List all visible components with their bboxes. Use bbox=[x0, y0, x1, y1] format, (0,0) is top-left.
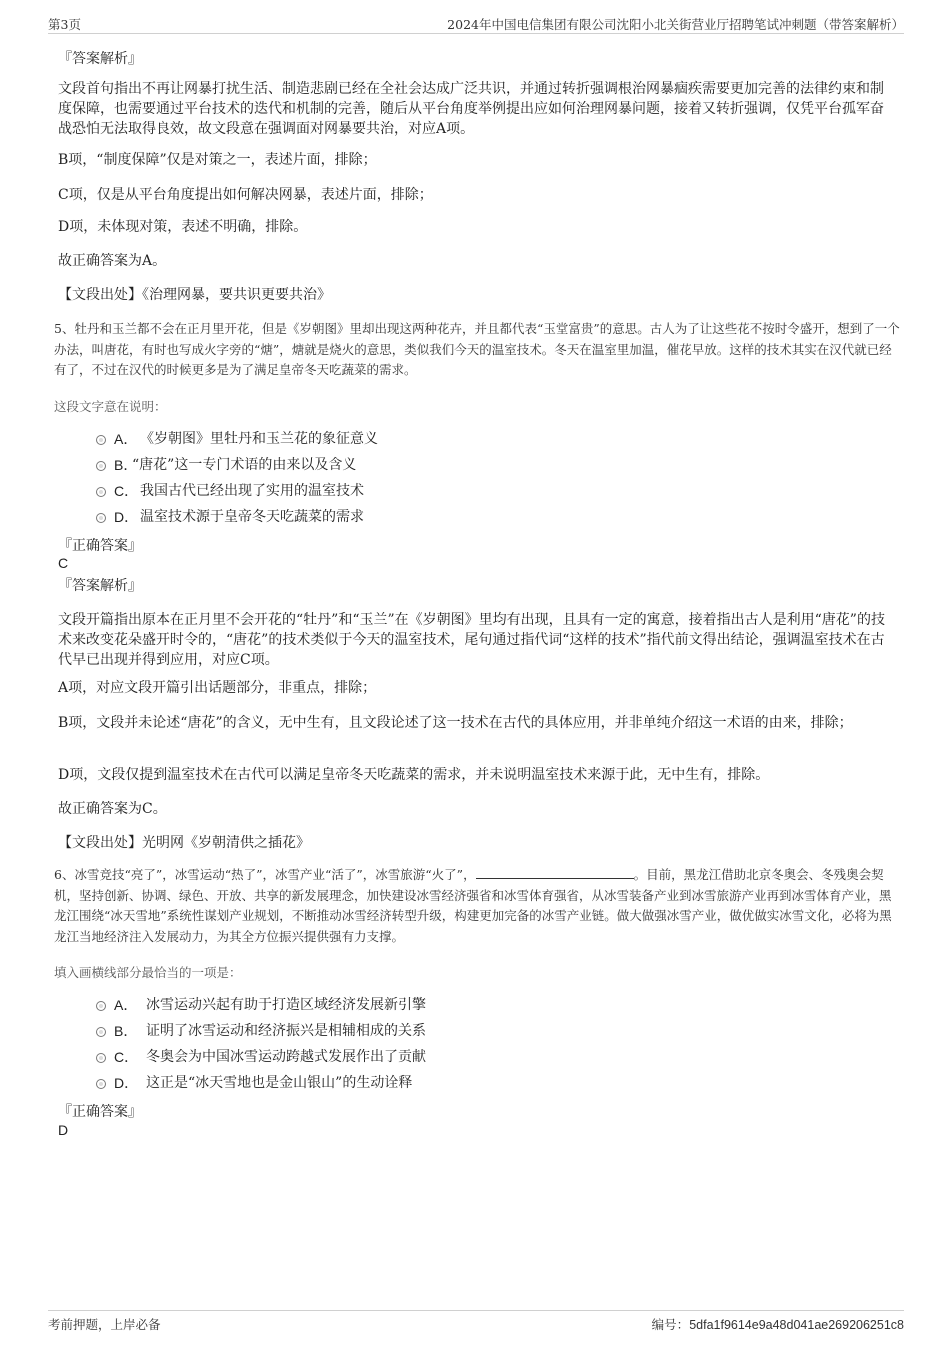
q6-prompt: 填入画横线部分最恰当的一项是： bbox=[54, 965, 242, 980]
option-text: 《岁朝图》里牡丹和玉兰花的象征意义 bbox=[140, 431, 378, 447]
option-letter: A． bbox=[114, 431, 138, 447]
q5-source: 【文段出处】光明网《岁朝清供之插花》 bbox=[58, 835, 310, 851]
option-letter: A． bbox=[114, 997, 138, 1013]
option-text: 温室技术源于皇帝冬天吃蔬菜的需求 bbox=[140, 509, 364, 525]
option-text: 冰雪运动兴起有助于打造区域经济发展新引擎 bbox=[146, 997, 426, 1013]
radio-icon[interactable] bbox=[96, 1079, 106, 1089]
q5-note-d: D项，文段仅提到温室技术在古代可以满足皇帝冬天吃蔬菜的需求，并未说明温室技术来源于此，无中生有，排除。 bbox=[58, 767, 770, 783]
option-letter: C． bbox=[114, 483, 139, 499]
q4-analysis-tag: 『答案解析』 bbox=[58, 51, 142, 67]
option-letter: D． bbox=[114, 509, 139, 525]
q5-conclusion: 故正确答案为C。 bbox=[58, 801, 167, 817]
q5-note-b: B项，文段并未论述“唐花”的含义，无中生有，且文段论述了这一技术在古代的具体应用，并非单纯介绍这一术语的由来，排除； bbox=[58, 715, 853, 731]
option-letter: B． bbox=[114, 1023, 138, 1039]
code-label: 编号： bbox=[651, 1317, 690, 1332]
option-letter: D． bbox=[114, 1075, 139, 1091]
option-text: 这正是“冰天雪地也是金山银山”的生动诠释 bbox=[146, 1075, 413, 1091]
q6-correct-tag: 『正确答案』 bbox=[58, 1104, 142, 1120]
q5-prompt: 这段文字意在说明： bbox=[54, 399, 167, 414]
fill-blank-line bbox=[476, 866, 634, 879]
q6-stem-after: 。目前，黑龙江借助北京冬奥会、冬残奥会契机，坚持创新、协调、绿色、开放、共享的新发展理念，加快建设冰雪经济强省和冰雪体育强省，从冰雪装备产业到冰雪旅游产业再到冰雪体育产业，黑龙江围绕“冰天雪地”系统性谋划产业规划，不断推动冰雪经济转型升级，构建更加完备的冰雪产业链。做大做强冰雪产业，做优做实冰雪文化，必将为黑龙江当地经济注入发展动力，为其全方位振兴提供强有力支撑。 bbox=[54, 867, 892, 944]
page-header bbox=[48, 14, 904, 34]
radio-icon[interactable] bbox=[96, 487, 106, 497]
radio-icon[interactable] bbox=[96, 1027, 106, 1037]
q4-conclusion: 故正确答案为A。 bbox=[58, 253, 167, 269]
q5-stem: 5、牡丹和玉兰都不会在正月里开花，但是《岁朝图》里却出现这两种花卉，并且都代表“玉堂富贵”的意思。古人为了让这些花不按时令盛开，想到了一个办法，叫唐花，有时也写成火字旁的“煻”，煻就是烧火的意思，类似我们今天的温室技术。冬天在温室里加温，催花早放。这样的技术其实在汉代就已经有了，不过在汉代的时候更多是为了满足皇帝冬天吃蔬菜的需求。 bbox=[54, 321, 900, 377]
option-text: 冬奥会为中国冰雪运动跨越式发展作出了贡献 bbox=[146, 1049, 426, 1065]
radio-icon[interactable] bbox=[96, 461, 106, 471]
q5-analysis-tag: 『答案解析』 bbox=[58, 578, 142, 594]
page-number: 第3页 bbox=[48, 17, 81, 32]
q6-stem-before: 6、冰雪竞技“亮了”，冰雪运动“热了”，冰雪产业“活了”，冰雪旅游“火了”， bbox=[54, 867, 476, 882]
radio-icon[interactable] bbox=[96, 513, 106, 523]
option-letter: C． bbox=[114, 1049, 139, 1065]
q5-analysis-text: 文段开篇指出原本在正月里不会开花的“牡丹”和“玉兰”在《岁朝图》里均有出现，且具有一定的寓意，接着指出古人是利用“唐花”的技术来改变花朵盛开时令的，“唐花”的技术类似于今天的温室技术，尾句通过指代词“这样的技术”指代前文得出结论，强调温室技术在古代早已出现并得到应用，对应C项。 bbox=[58, 612, 885, 668]
radio-icon[interactable] bbox=[96, 1053, 106, 1063]
q5-correct-tag: 『正确答案』 bbox=[58, 538, 142, 554]
q5-note-a: A项，对应文段开篇引出话题部分，非重点，排除； bbox=[58, 680, 377, 696]
q6-stem bbox=[54, 865, 902, 947]
option-letter: B． bbox=[114, 457, 138, 473]
document-title: 2024年中国电信集团有限公司沈阳小北关街营业厅招聘笔试冲刺题（带答案解析） bbox=[447, 17, 904, 32]
q4-source: 【文段出处】《治理网暴，要共识更要共治》 bbox=[58, 287, 331, 303]
code-value: 5dfa1f9614e9a48d041ae269206251c8 bbox=[689, 1318, 904, 1332]
option-text: “唐花”这一专门术语的由来以及含义 bbox=[132, 457, 357, 473]
radio-icon[interactable] bbox=[96, 1001, 106, 1011]
page-footer bbox=[48, 1310, 904, 1332]
document-code bbox=[652, 1315, 904, 1333]
option-text: 我国古代已经出现了实用的温室技术 bbox=[140, 483, 364, 499]
footer-slogan: 考前押题，上岸必备 bbox=[48, 1317, 161, 1332]
q4-note-c: C项，仅是从平台角度提出如何解决网暴，表述片面，排除； bbox=[58, 187, 433, 203]
q4-analysis-text: 文段首句指出不再让网暴打扰生活、制造悲剧已经在全社会达成广泛共识，并通过转折强调根治网暴痼疾需要更加完善的法律约束和制度保障，也需要通过平台技术的迭代和机制的完善，随后从平台角度举例提出应如何治理网暴问题，接着又转折强调，仅凭平台孤军奋战恐怕无法取得良效，故文段意在强调面对网暴要共治，对应A项。 bbox=[58, 81, 884, 137]
radio-icon[interactable] bbox=[96, 435, 106, 445]
q5-correct-answer: C bbox=[58, 555, 69, 571]
q4-note-b: B项，“制度保障”仅是对策之一，表述片面，排除； bbox=[58, 152, 377, 168]
q4-note-d: D项，未体现对策，表述不明确，排除。 bbox=[58, 219, 308, 235]
q6-correct-answer: D bbox=[58, 1122, 69, 1138]
option-text: 证明了冰雪运动和经济振兴是相辅相成的关系 bbox=[146, 1023, 426, 1039]
